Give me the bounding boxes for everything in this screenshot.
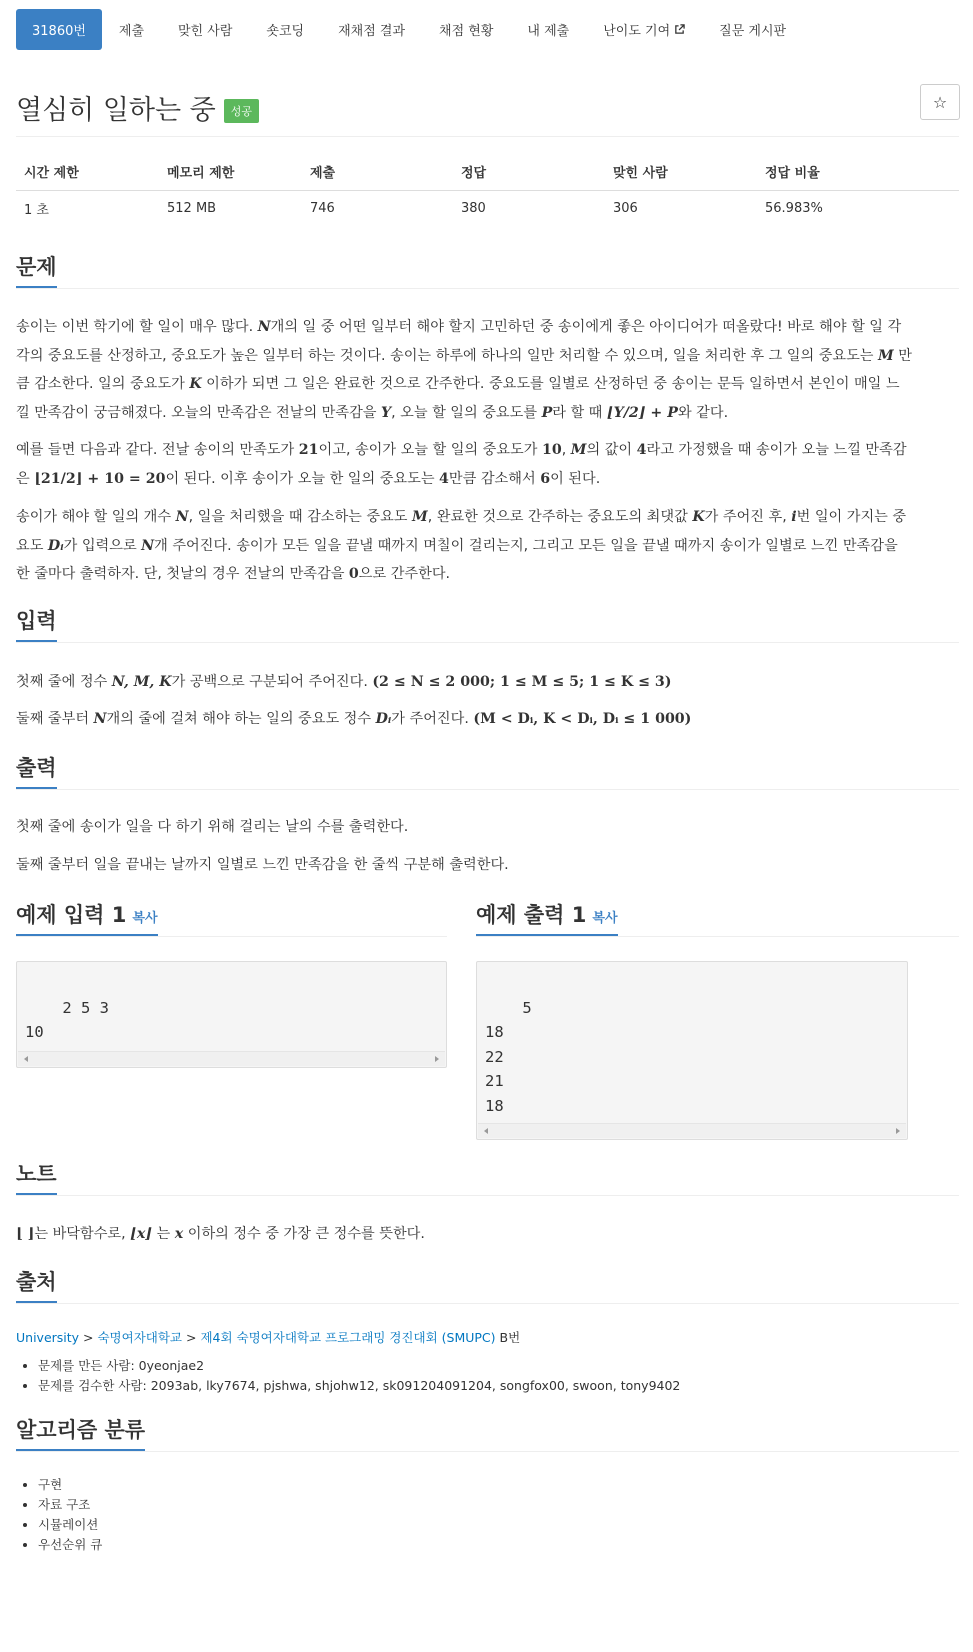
problem-tabs — [16, 9, 803, 50]
horizontal-scrollbar[interactable] — [18, 1051, 445, 1066]
section-title-algorithms: 알고리즘 분류 — [16, 1418, 145, 1452]
tab-rejudge-results[interactable]: 재채점 결과 — [338, 24, 406, 39]
algorithm-tag[interactable]: • 우선순위 큐 — [38, 1535, 102, 1555]
section-divider — [16, 1195, 959, 1196]
source-link-university[interactable]: University — [16, 1330, 80, 1345]
sample-output-label: 예제 출력 1 — [476, 903, 587, 927]
scroll-left-icon[interactable] — [484, 1128, 488, 1134]
sample-output-text: 5 18 22 21 18 — [485, 998, 532, 1115]
tab-difficulty-contribution[interactable] — [586, 9, 702, 50]
info-value: 56.983% — [765, 200, 823, 216]
tab-short-coding[interactable]: 숏코딩 — [266, 24, 305, 39]
source-credits-list — [16, 1356, 680, 1396]
note-text: ⌊ ⌋는 바닥함수로, ⌊x⌋ 는 x 이하의 정수 중 가장 큰 정수를 뜻한다. — [16, 1226, 425, 1242]
section-divider — [476, 936, 959, 937]
problem-title-row — [16, 88, 259, 127]
output-line-2: 둘째 줄부터 일을 끝내는 날까지 일별로 느낀 만족감을 한 줄씩 구분해 출력한다. — [16, 857, 509, 873]
section-title-note: 노트 — [16, 1162, 57, 1196]
section-divider — [16, 1303, 959, 1304]
info-header: 정답 비율 — [757, 154, 959, 190]
section-title-problem: 문제 — [16, 255, 57, 289]
tab-submit[interactable]: 제출 — [118, 24, 145, 39]
section-divider — [16, 936, 447, 937]
page-title: 열심히 일하는 중 — [16, 95, 216, 126]
section-title-sample-input — [16, 903, 158, 937]
section-title-output: 출력 — [16, 756, 57, 790]
section-divider — [16, 1451, 959, 1452]
scroll-right-icon[interactable] — [435, 1056, 439, 1062]
breadcrumb-separator: > — [182, 1330, 201, 1345]
info-header-row — [16, 154, 959, 190]
input-line-1: 첫째 줄에 정수 N, M, K가 공백으로 구분되어 주어진다. (2 ≤ N ≤ 2 000; 1 ≤ M ≤ 5; 1 ≤ K ≤ 3) — [16, 674, 672, 690]
info-value: 746 — [310, 200, 335, 216]
info-header: 메모리 제한 — [159, 154, 302, 190]
copy-sample-output-button[interactable]: 복사 — [592, 911, 618, 926]
info-header: 제출 — [302, 154, 453, 190]
info-header: 맞힌 사람 — [605, 154, 757, 190]
input-line-2: 둘째 줄부터 N개의 줄에 걸쳐 해야 하는 일의 중요도 정수 Dᵢ가 주어진다. (M < Dᵢ, K < Dᵢ, Dᵢ ≤ 1 000) — [16, 711, 692, 727]
section-divider — [16, 642, 959, 643]
tab-solved-users[interactable]: 맞힌 사람 — [178, 24, 233, 39]
section-title-source: 출처 — [16, 1270, 57, 1304]
external-link-icon — [674, 24, 685, 35]
info-value: 512 MB — [167, 200, 217, 216]
algorithm-tag[interactable]: • 자료 구조 — [38, 1495, 102, 1515]
sample-input-label: 예제 입력 1 — [16, 903, 127, 927]
status-badge: 성공 — [224, 99, 259, 123]
scroll-right-icon[interactable] — [896, 1128, 900, 1134]
tab-judge-status[interactable]: 채점 현황 — [439, 24, 494, 39]
problem-paragraph-2: 예를 들면 다음과 같다. 전날 송이의 만족도가 21이고, 송이가 오늘 할 일의 중요도가 10, M의 값이 4라고 가정했을 때 송이가 오늘 느낄 만족감은 ⌊21/2⌋ + 10 = 20이 된다. 이후 송이가 오늘 한 일의 중요도는 4만큼 감소해서 6이 된다. — [16, 442, 907, 487]
section-title-input: 입력 — [16, 609, 57, 643]
tab-my-submissions[interactable]: 내 제출 — [527, 24, 570, 39]
info-value: 1 초 — [24, 202, 49, 218]
source-problem-suffix: B번 — [495, 1330, 521, 1345]
breadcrumb-separator: > — [79, 1330, 98, 1345]
algorithm-tag[interactable]: • 시뮬레이션 — [38, 1515, 102, 1535]
list-item: • 문제를 검수한 사람: 2093ab, lky7674, pjshwa, shjohw12, sk091204091204, songfox00, swoon, tony9402 — [38, 1376, 680, 1396]
output-line-1: 첫째 줄에 송이가 일을 다 하기 위해 걸리는 날의 수를 출력한다. — [16, 819, 409, 835]
sample-input-box[interactable] — [16, 961, 447, 1068]
problem-paragraph-3: 송이가 해야 할 일의 개수 N, 일을 처리했을 때 감소하는 중요도 M, 완료한 것으로 간주하는 중요도의 최댓값 K가 주어진 후, i번 일이 가지는 중요도 Dᵢ가 입력으로 N개 주어진다. 송이가 모든 일을 끝낼 때까지 며칠이 걸리는지, 그리고 모든 일을 끝낼 때까지 송이가 일별로 느낀 만족감을 한 줄마다 출력하자. 단, 첫날의 경우 전날의 만족감을 0으로 간주한다. — [16, 509, 907, 582]
section-title-sample-output — [476, 903, 618, 937]
sample-output-box[interactable] — [476, 961, 908, 1140]
copy-sample-input-button[interactable]: 복사 — [132, 911, 158, 926]
tab-question-board[interactable]: 질문 게시판 — [719, 24, 787, 39]
problem-paragraph-1: 송이는 이번 학기에 할 일이 매우 많다. N개의 일 중 어떤 일부터 해야 할지 고민하던 중 송이에게 좋은 아이디어가 떠올랐다! 바로 해야 할 일 각각의 중요도를 산정하고, 중요도가 높은 일부터 하는 것이다. 송이는 하루에 하나의 일만 처리할 수 있으며, 일을 처리한 후 그 일의 중요도는 M 만큼 감소한다. 일의 중요도가 K 이하가 되면 그 일은 완료한 것으로 간주한다. 중요도를 일별로 산정하던 중 송이는 문득 일하면서 본인이 매일 느낄 만족감이 궁금해졌다. 오늘의 만족감은 전날의 만족감을 Y, 오늘 할 일의 중요도를 P라 할 때 ⌊Y/2⌋ + P와 같다. — [16, 319, 912, 421]
problem-info-table — [16, 154, 959, 226]
algorithm-tag[interactable]: • 구현 — [38, 1475, 102, 1495]
algorithm-tags-list — [16, 1475, 102, 1555]
info-header: 정답 — [453, 154, 605, 190]
favorite-star-button[interactable] — [920, 84, 960, 120]
list-item: • 문제를 만든 사람: 0yeonjae2 — [38, 1356, 680, 1376]
info-value: 380 — [461, 200, 486, 216]
source-link-contest[interactable]: 제4회 숙명여자대학교 프로그래밍 경진대회 (SMUPC) — [200, 1330, 496, 1345]
source-breadcrumb — [16, 1328, 520, 1346]
horizontal-scrollbar[interactable] — [478, 1123, 906, 1138]
info-header: 시간 제한 — [16, 154, 159, 190]
sample-input-text: 2 5 3 10 — [25, 998, 109, 1041]
scroll-left-icon[interactable] — [24, 1056, 28, 1062]
info-value: 306 — [613, 200, 638, 216]
section-divider — [16, 288, 959, 289]
star-icon: ☆ — [932, 92, 948, 112]
source-link-school[interactable]: 숙명여자대학교 — [97, 1330, 183, 1345]
tab-difficulty-label: 난이도 기여 — [603, 24, 671, 39]
title-divider — [16, 136, 959, 137]
info-value-row — [16, 190, 959, 226]
section-divider — [16, 789, 959, 790]
tab-problem-number[interactable]: 31860번 — [16, 9, 102, 50]
